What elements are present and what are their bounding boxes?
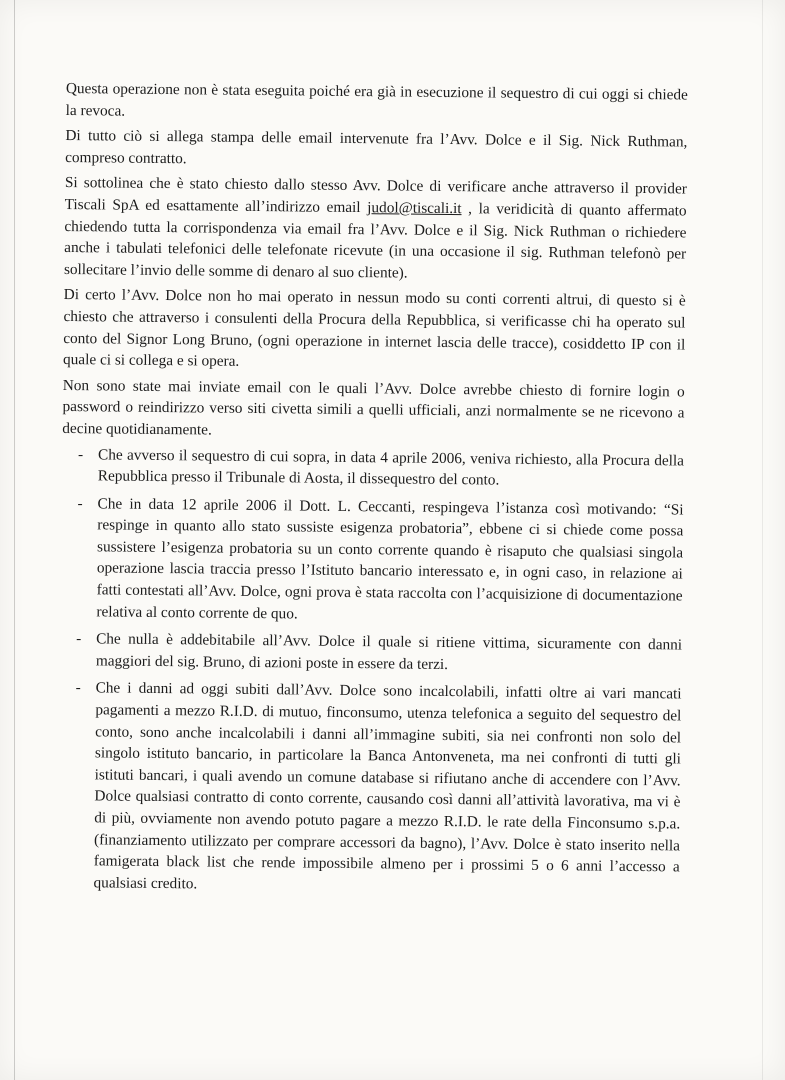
list-item xyxy=(60,628,682,678)
dash-bullet: - xyxy=(77,494,83,512)
paragraph-verifica-provider-text-2: , la veridicità di quanto affermato chiedendo tutta la corrispondenza via email fra l’Avv. Dolce e il Sig. Nick Ruthman o richiedere anche i tabulati telefonici delle telefonate ricevute (in una occasione il sig. Ruthman telefonò per sollecitare l’invio delle somme di denaro al suo cliente). xyxy=(63,200,687,282)
list-item xyxy=(57,677,681,899)
document-body xyxy=(57,78,688,906)
list-item-text: Che i danni ad oggi subiti dall’Avv. Dolce sono incalcolabili, infatti oltre ai vari mancati pagamenti a mezzo R.I.D. di mutuo, finconsumo, utenza telefonica a seguito del sequestro del conto, sono anche incalcolabili i danni all’immagine subiti, sia nei confronti non solo del singolo istituto bancario, in particolare la Banca Antonveneta, ma nei confronti di tutti gli istituti bancari, i quali avendo un comune database si rifiutano anche di accendere con l’Avv. Dolce qualsiasi contratto di conto corrente, causando così danni all’attività lavorativa, ma vi è di più, ovviamente non avendo potuto pagare a mezzo R.I.D. le rate della Finconsumo s.p.a. (finanziamento utilizzato per comprare accessori da bagno), l’Avv. Dolce è stato inserito nella famigerata black list che rende impossibile almeno per i prossimi 5 o 6 anni l’accesso a qualsiasi credito. xyxy=(93,679,682,893)
paragraph-revoca: Questa operazione non è stata eseguita poiché era già in esecuzione il sequestro di cui oggi si chiede la revoca. xyxy=(65,79,688,120)
dash-bullet: - xyxy=(76,630,82,648)
list-item xyxy=(60,493,683,629)
paragraph-verifica-provider-text-1: Si sottolinea che è stato chiesto dallo stesso Avv. Dolce di verificare anche attraverso il provider Tiscali SpA ed esattamente all’indirizzo email xyxy=(64,174,687,217)
list-item-text: Che nulla è addebitabile all’Avv. Dolce il quale si ritiene vittima, sicuramente con danni maggiori del sig. Bruno, di azioni poste in essere da terzi. xyxy=(95,630,683,673)
paragraph-verifica-provider xyxy=(64,172,687,286)
email-link[interactable]: judol@tiscali.it xyxy=(367,199,462,218)
page-edge-left xyxy=(14,0,15,1080)
list-item-text: Che avverso il sequestro di cui sopra, in data 4 aprile 2006, veniva richiesto, alla Procura della Repubblica presso il Tribunale di Aosta, il dissequestro del conto. xyxy=(97,445,685,489)
dash-bullet: - xyxy=(75,679,81,697)
list-item xyxy=(62,443,684,493)
paragraph-conti-correnti: Di certo l’Avv. Dolce non ho mai operato in nessun modo su conti correnti altrui, di questo si è chiesto che attraverso i consulenti della Procura della Repubblica, si verificasse chi ha operato sul conto del Signor Long Bruno, (ogni operazione in internet lascia delle tracce), cosiddetto IP con il quale ci si collega e si opera. xyxy=(62,286,686,370)
paragraph-email-phishing: Non sono state mai inviate email con le quali l’Avv. Dolce avrebbe chiesto di fornire login o password o reindirizzo verso siti civetta simili a quelli ufficiali, anzi normalmente se ne ricevono a decine quotidianamente. xyxy=(62,376,685,439)
page-edge-right xyxy=(762,0,763,1080)
paragraph-allegati: Di tutto ciò si allega stampa delle email intervenute fra l’Avv. Dolce e il Sig. Nick Ruthman, compreso contratto. xyxy=(65,127,688,168)
dash-bullet: - xyxy=(77,445,84,463)
list-item-text: Che in data 12 aprile 2006 il Dott. L. Ceccanti, respingeva l’istanza così motivando: “Si respinge in quanto allo stato sussiste esigenza probatoria”, ebbene ci si chiede come possa sussistere l’esigenza probatoria su un conto corrente quando è risaputo che qualsiasi singola operazione lascia traccia presso l’Istituto bancario interessato e, in ogni caso, in relazione ai fatti contestati all’Avv. Dolce, ogni prova è stata raccolta con l’acquisizione di documentazione relativa al conto corrente de quo. xyxy=(96,495,684,623)
dash-list xyxy=(57,443,684,899)
